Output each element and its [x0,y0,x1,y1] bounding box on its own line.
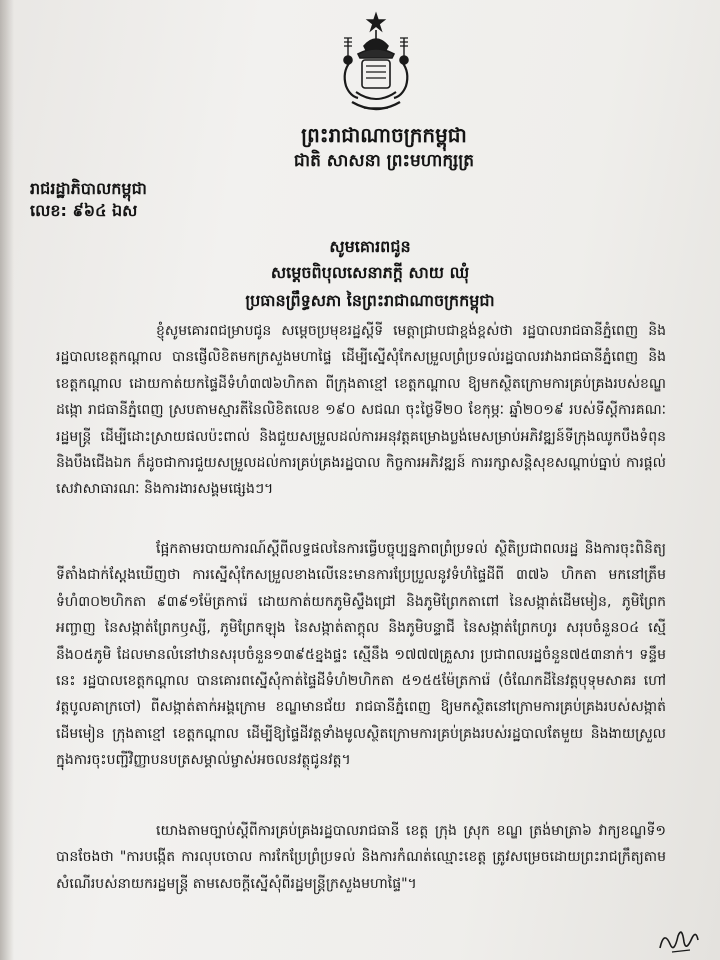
body-paragraph-2: ផ្អែកតាមរបាយការណ៍ស្តីពីលទ្ធផលនៃការធ្វើបច្ចុប្បន្នភាពព្រំប្រទល់ ស្ថិតិប្រជាពលរដ្ឋ និងការចុះពិនិត្យទីតាំងជាក់ស្តែងឃើញថា ការស្នើសុំកែសម្រួលខាងលើនេះមានការប្រែប្រួលនូវទំហំផ្ទៃដីពី ៣៧៦ ហិកតា មកនៅត្រឹមទំហំ៣០២ហិកតា ៩៣៩១ម៉ែត្រការ៉េ ដោយកាត់យកភូមិស្ទឹងជ្រៅ និងភូមិព្រែកតាពៅ នៃសង្កាត់ដើមមៀន, ភូមិព្រែកអញ្ចាញ នៃសង្កាត់ព្រែកឫស្សី, ភូមិព្រែកឡុង នៃសង្កាត់តាក្តុល និងភូមិបន្ទាជី នៃសង្កាត់ព្រែកហូរ សរុបចំនួន០៤ ស្មើនឹង០៥ភូមិ ដែលមានលំនៅឋានសរុបចំនួន១៣៩៥ខ្នងផ្ទះ ស្មើនឹង ១៧៧៧គ្រួសារ ប្រជាពលរដ្ឋចំនួន៧៥៣នាក់។ ទន្ទឹមនេះ រដ្ឋបាលខេត្តកណ្តាល បានគោរពស្នើសុំកាត់ផ្ទៃដីទំហំ២ហិកតា ៥១៥៥ម៉ែត្រការ៉េ (ចំណែកដីនៃវត្តបុទុមសាគរ ហៅវត្តបូលគាក្រចៅ) ពីសង្កាត់តាក់អង្គក្រោម ខណ្ឌមានជ័យ រាជធានីភ្នំពេញ ឱ្យមកស្ថិតនៅក្រោមការគ្រប់គ្រងរបស់សង្កាត់ដើមមៀន ក្រុងតាខ្មៅ ខេត្តកណ្តាល ដើម្បីឱ្យផ្ទៃដីវត្តទាំងមូលស្ថិតក្រោមការគ្រប់គ្រងរបស់រដ្ឋបាលតែមួយ និងងាយស្រួលក្នុងការចុះបញ្ជីវិញ្ញាបនបត្រសម្គាល់ម្ចាស់អចលនវត្ថុជូនវត្ត។ [56,541,666,769]
body-paragraph-3: យោងតាមច្បាប់ស្តីពីការគ្រប់គ្រងរដ្ឋបាលរាជធានី ខេត្ត ក្រុង ស្រុក ខណ្ឌ ត្រង់មាត្រា៦ វាក្យខណ្ឌទី១ បានចែងថា "ការបង្កើត ការលុបចោល ការកែប្រែព្រំប្រទល់ និងការកំណត់ឈ្មោះខេត្ត ត្រូវសម្រេចដោយព្រះរាជក្រឹត្យតាមសំណើរបស់នាយករដ្ឋមន្ត្រី តាមសេចក្តីស្នើសុំពីរដ្ឋមន្ត្រីក្រសួងមហាផ្ទៃ"។ [56,823,666,892]
kingdom-title: ព្រះរាជាណាចក្រកម្ពុជា [301,123,467,147]
royal-emblem-icon [334,10,418,122]
document-number: លេខ: ៩៦៤ ឯស [30,201,138,220]
sender-name: រាជរដ្ឋាភិបាលកម្ពុជា [30,179,147,198]
body-paragraph-1: ខ្ញុំសូមគោរពជម្រាបជូន សម្តេចប្រមុខរដ្ឋស្តីទី មេត្តាជ្រាបជាខ្ពង់ខ្ពស់ថា រដ្ឋបាលរាជធានីភ្នំពេញ និងរដ្ឋបាលខេត្តកណ្តាល បានផ្ញើលិខិតមកក្រសួងមហាផ្ទៃ ដើម្បីស្នើសុំកែសម្រួលព្រំប្រទល់រដ្ឋបាលរវាងរាជធានីភ្នំពេញ និងខេត្តកណ្តាល ដោយកាត់យកផ្ទៃដីទំហំ៣៧៦ហិកតា ពីក្រុងតាខ្មៅ ខេត្តកណ្តាល ឱ្យមកស្ថិតក្រោមការគ្រប់គ្រងរបស់ខណ្ឌដង្កោ រាជធានីភ្នំពេញ ស្របតាមស្មារតីនៃលិខិតលេខ ១៩០ សជណ ចុះថ្ងៃទី២០ ខែកុម្ភៈ ឆ្នាំ២០១៩ របស់ទីស្តីការគណៈរដ្ឋមន្ត្រី ដើម្បីដោះស្រាយផលប៉ះពាល់ និងជួយសម្រួលដល់ការអនុវត្តគម្រោងប្លង់មេសម្រាប់អភិវឌ្ឍន៍ទីក្រុងឈូកបឹងទំពុន និងបឹងជើងឯក ក៏ដូចជាការជួយសម្រួលដល់ការគ្រប់គ្រងរដ្ឋបាល កិច្ចការអភិវឌ្ឍន៍ ការរក្សាសន្តិសុខសណ្តាប់ធ្នាប់ ការផ្តល់សេវាសាធារណៈ និងការងារសង្គមផ្សេងៗ។ [56,323,666,498]
national-motto: ជាតិ សាសនា ព្រះមហាក្សត្រ [293,151,475,171]
salutation: សូមគោរពជូន [329,237,411,256]
initials-signature [654,922,704,958]
recipient-title: ប្រធានព្រឹទ្ធសភា នៃព្រះរាជាណាចក្រកម្ពុជា [245,291,495,310]
page-shadow [0,0,14,960]
recipient-name: សម្តេចពិបុលសេនាភក្តី សាយ ឈុំ [270,263,470,282]
